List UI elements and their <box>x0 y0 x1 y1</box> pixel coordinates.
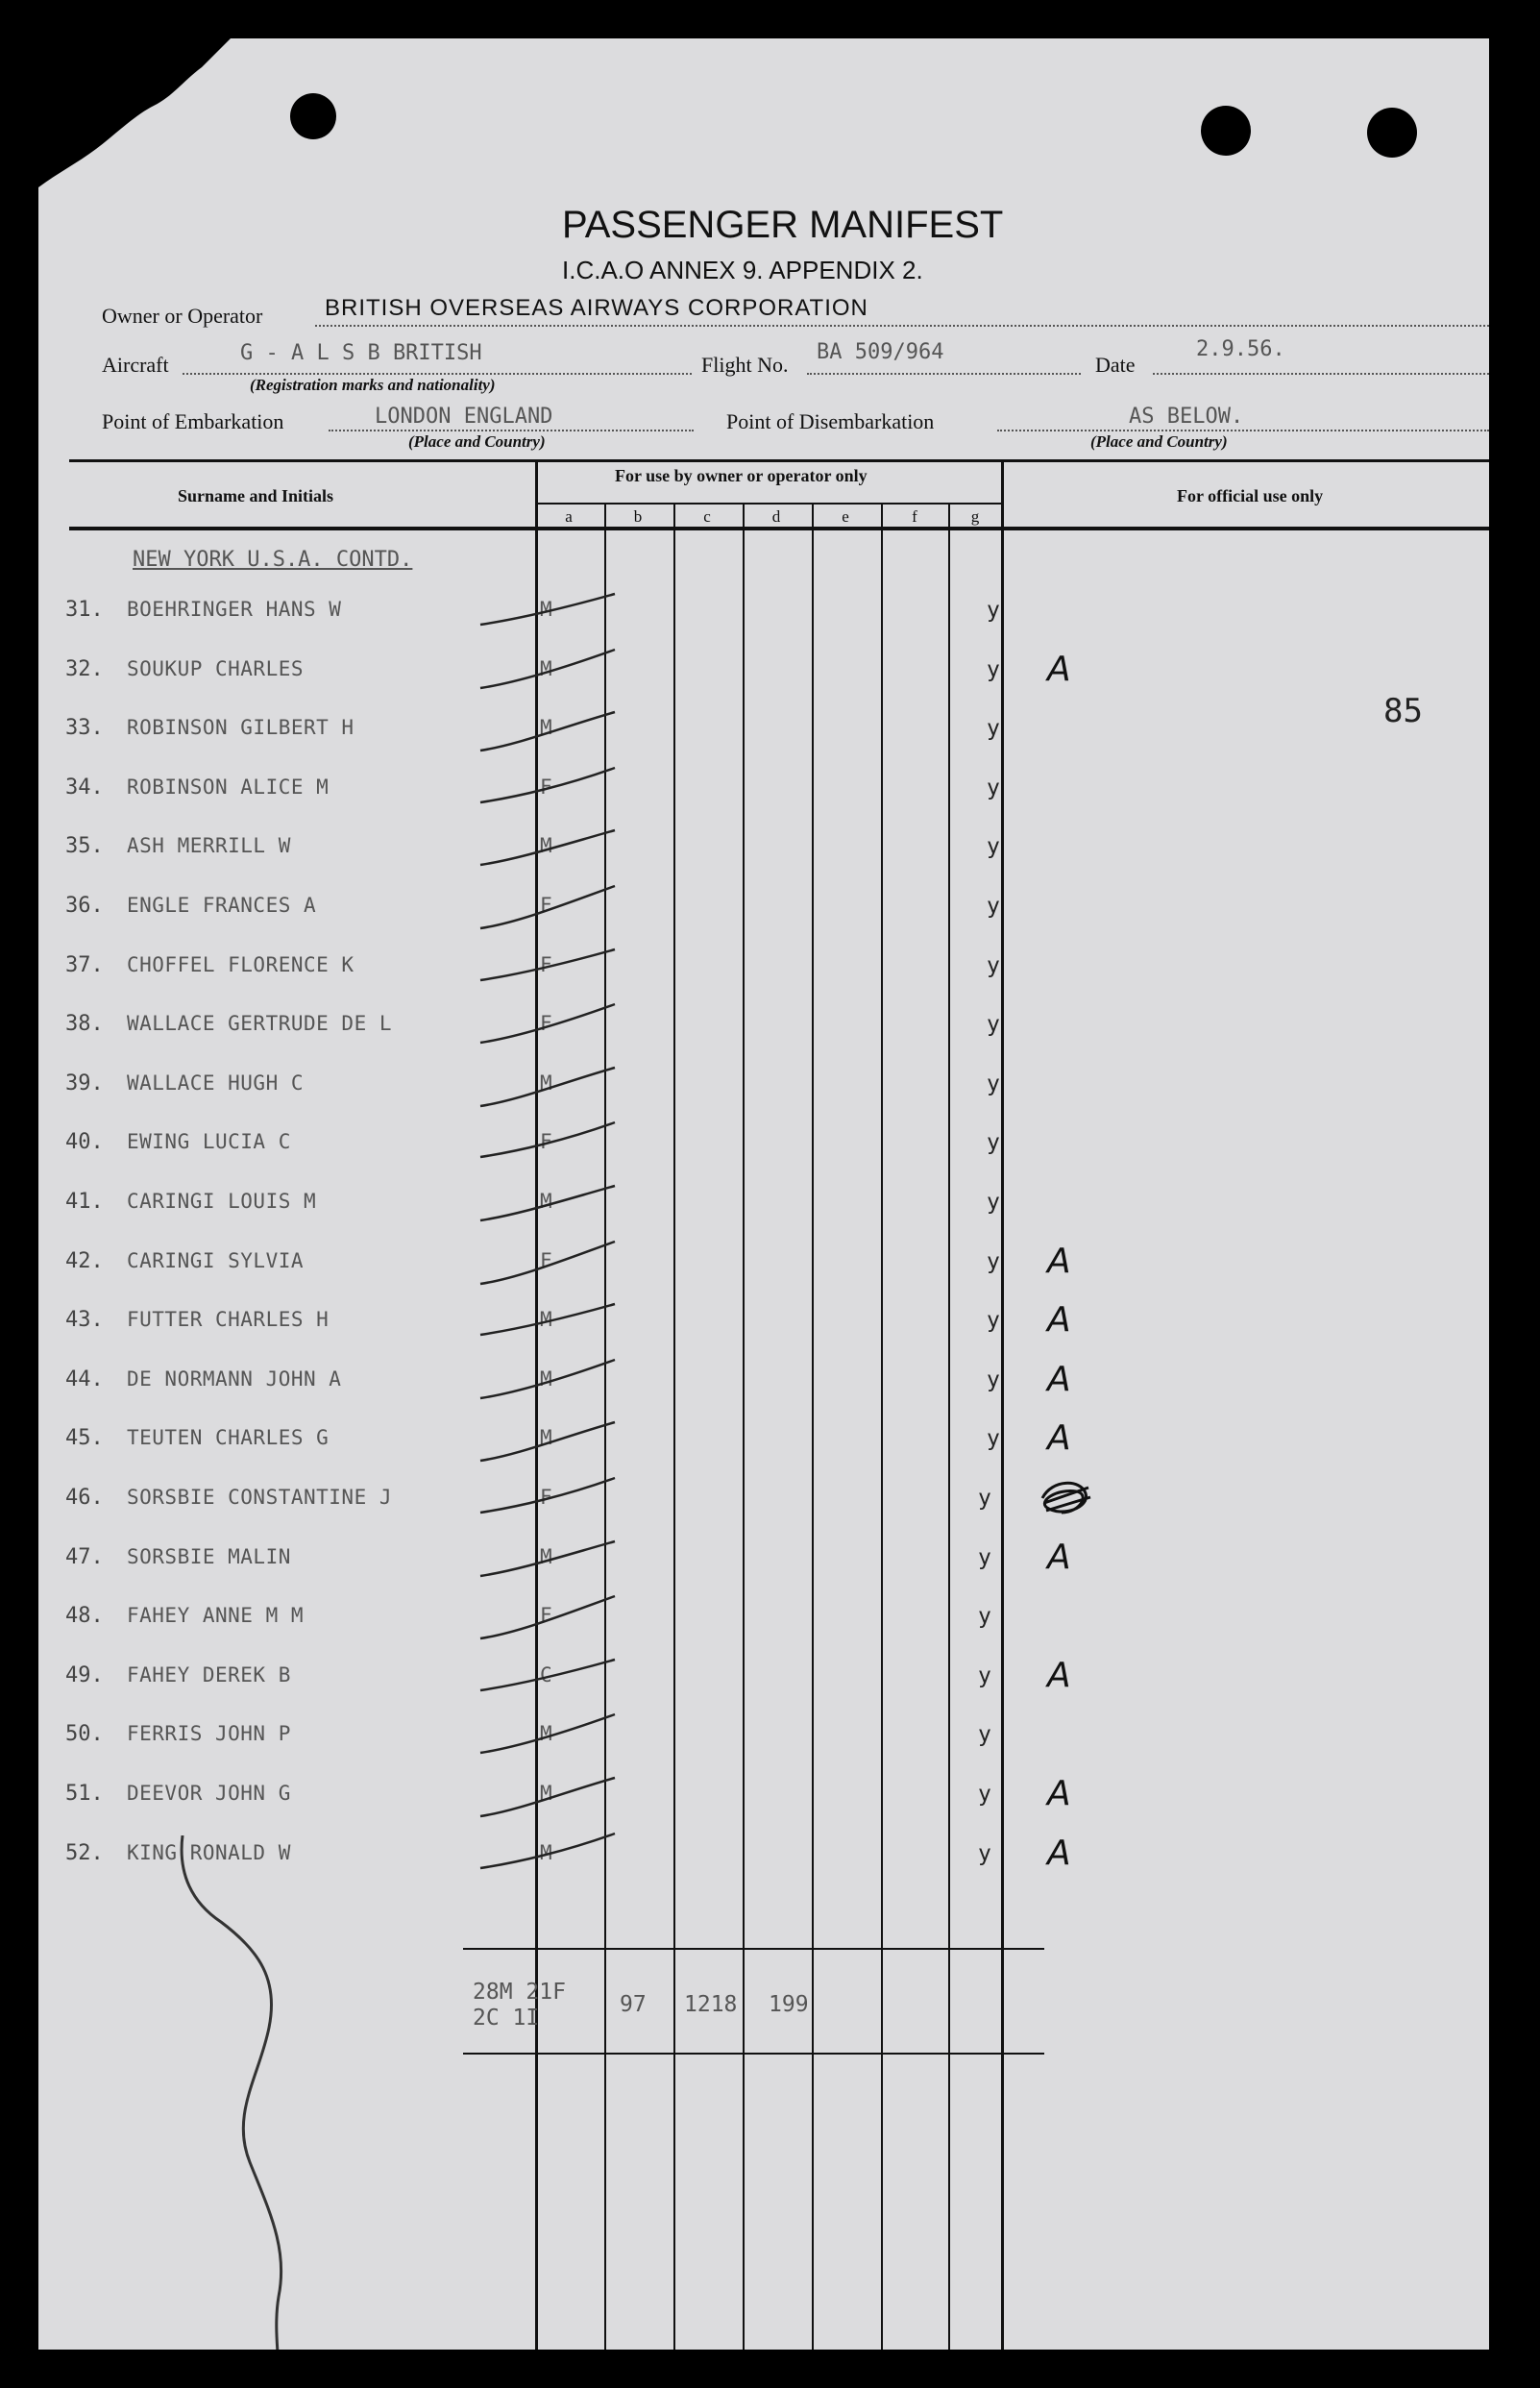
check-stroke <box>461 1528 653 1586</box>
check-stroke <box>461 1764 653 1822</box>
row-number: 52. <box>65 1840 104 1865</box>
row-number: 47. <box>65 1544 104 1569</box>
table-row <box>38 1130 1489 1169</box>
col-g-value: y <box>987 656 1000 682</box>
aircraft-value: G - A L S B BRITISH <box>240 341 482 365</box>
check-stroke <box>461 1468 653 1526</box>
owner-label: Owner or Operator <box>102 304 263 328</box>
check-stroke <box>461 1409 653 1466</box>
check-stroke <box>461 580 653 638</box>
check-stroke <box>461 1113 653 1170</box>
passenger-name: WALLACE HUGH C <box>127 1071 305 1095</box>
passenger-name: DEEVOR JOHN G <box>127 1782 291 1805</box>
passenger-sex: M <box>540 656 552 680</box>
flight-label: Flight No. <box>701 353 789 377</box>
col-g-value: y <box>987 952 1000 978</box>
table-row <box>38 1722 1489 1760</box>
official-mark: A <box>1047 1418 1071 1459</box>
passenger-name: ROBINSON ALICE M <box>127 775 330 799</box>
owner-value: BRITISH OVERSEAS AIRWAYS CORPORATION <box>325 295 868 321</box>
passenger-name: WALLACE GERTRUDE DE L <box>127 1012 393 1036</box>
table-row <box>38 649 1489 696</box>
col-letter-b: b <box>633 507 643 526</box>
col-g-value: y <box>987 1190 1000 1215</box>
punch-hole-left <box>290 93 336 139</box>
col-letter-d: d <box>771 507 781 526</box>
col-g-value: y <box>987 716 1000 742</box>
passenger-name: SOUKUP CHARLES <box>127 656 305 680</box>
table-row <box>38 1359 1489 1406</box>
col-g-value: y <box>978 1722 991 1748</box>
flight-value: BA 509/964 <box>817 340 944 364</box>
col-letter-c: c <box>703 507 711 526</box>
row-number: 43. <box>65 1308 104 1333</box>
row-number: 41. <box>65 1190 104 1214</box>
check-stroke <box>461 1350 653 1408</box>
aircraft-line <box>183 373 692 375</box>
section-heading: NEW YORK U.S.A. CONTD. <box>133 548 413 572</box>
table-row <box>38 953 1489 992</box>
passenger-sex: F <box>540 775 552 799</box>
row-number: 34. <box>65 775 104 800</box>
passenger-name: FAHEY DEREK B <box>127 1662 291 1686</box>
col-g-value: y <box>987 1248 1000 1274</box>
row-number: 48. <box>65 1604 104 1629</box>
passenger-sex: F <box>540 894 552 917</box>
punch-hole-right-1 <box>1201 106 1251 156</box>
official-mark: A <box>1047 1359 1071 1399</box>
row-number: 49. <box>65 1662 104 1687</box>
col-owner-use-header: For use by owner or operator only <box>615 466 868 485</box>
table-row <box>38 1418 1489 1465</box>
official-mark: A <box>1047 1774 1071 1813</box>
col-letter-g: g <box>970 507 980 526</box>
col-g-value: y <box>987 1426 1000 1452</box>
official-mark: A <box>1047 1241 1071 1281</box>
scribble-mark <box>1033 1474 1100 1522</box>
passenger-sex: F <box>540 1248 552 1272</box>
table-row <box>38 598 1489 636</box>
passenger-sex: C <box>540 1662 552 1686</box>
col-g-value: y <box>987 1071 1000 1096</box>
embarkation-value: LONDON ENGLAND <box>375 405 553 429</box>
aircraft-note: (Registration marks and nationality) <box>250 376 496 394</box>
row-number: 45. <box>65 1426 104 1451</box>
punch-hole-right-2 <box>1367 108 1417 158</box>
table-row <box>38 1774 1489 1820</box>
passenger-sex: F <box>540 1012 552 1036</box>
row-number: 38. <box>65 1012 104 1037</box>
col-surname-header: Surname and Initials <box>178 486 334 505</box>
passenger-name: FERRIS JOHN P <box>127 1722 291 1746</box>
col-g-value: y <box>978 1662 991 1688</box>
table-row <box>38 1012 1489 1050</box>
embarkation-note: (Place and Country) <box>408 432 546 451</box>
passenger-sex: F <box>540 1604 552 1628</box>
passenger-name: EWING LUCIA C <box>127 1130 291 1154</box>
disembarkation-note: (Place and Country) <box>1090 432 1228 451</box>
check-stroke <box>461 640 653 698</box>
official-number: 85 <box>1383 692 1423 730</box>
row-number: 44. <box>65 1366 104 1391</box>
col-letter-a: a <box>565 507 573 526</box>
passenger-sex: F <box>540 952 552 976</box>
check-stroke <box>461 1824 653 1882</box>
passenger-sex: M <box>540 1071 552 1095</box>
passenger-name: FAHEY ANNE M M <box>127 1604 305 1628</box>
row-number: 50. <box>65 1722 104 1747</box>
check-stroke <box>461 1587 653 1644</box>
totals-a-line2: 2C 1I <box>473 2006 540 2031</box>
passenger-sex: F <box>540 1130 552 1154</box>
totals-b: 97 <box>620 1992 647 2017</box>
check-stroke <box>461 1172 653 1230</box>
check-stroke <box>461 995 653 1052</box>
passenger-sex: M <box>540 716 552 740</box>
official-mark: A <box>1047 1537 1071 1577</box>
totals-c: 1218 <box>684 1992 738 2017</box>
flight-line <box>807 373 1081 375</box>
passenger-name: BOEHRINGER HANS W <box>127 598 342 621</box>
passenger-name: TEUTEN CHARLES G <box>127 1426 330 1450</box>
official-mark: A <box>1047 649 1071 689</box>
date-value: 2.9.56. <box>1196 337 1285 361</box>
check-stroke <box>461 758 653 816</box>
passenger-sex: M <box>540 1544 552 1568</box>
disembarkation-value: AS BELOW. <box>1129 405 1244 429</box>
passenger-name: ENGLE FRANCES A <box>127 894 317 917</box>
torn-corner <box>38 38 231 202</box>
passenger-name: SORSBIE CONSTANTINE J <box>127 1486 393 1509</box>
check-stroke <box>461 699 653 756</box>
passenger-sex: M <box>540 1426 552 1450</box>
row-number: 33. <box>65 716 104 741</box>
check-stroke <box>461 1232 653 1290</box>
col-g-value: y <box>987 1366 1000 1392</box>
table-row <box>38 1300 1489 1346</box>
col-g-value: y <box>978 1486 991 1511</box>
table-top-rule <box>69 459 1489 462</box>
row-number: 35. <box>65 834 104 859</box>
check-stroke <box>461 1054 653 1112</box>
passenger-sex: M <box>540 1782 552 1805</box>
embarkation-label: Point of Embarkation <box>102 409 284 433</box>
pencil-squiggle <box>173 1835 365 2350</box>
check-stroke <box>461 936 653 994</box>
passenger-sex: M <box>540 1308 552 1332</box>
passenger-sex: M <box>540 1190 552 1213</box>
totals-top-rule <box>463 1948 1044 1950</box>
table-row <box>38 1241 1489 1288</box>
col-letter-e: e <box>842 507 849 526</box>
col-g-value: y <box>987 775 1000 800</box>
passenger-sex: M <box>540 834 552 858</box>
table-row <box>38 1655 1489 1702</box>
disembarkation-line <box>997 430 1489 431</box>
col-official-header: For official use only <box>1177 486 1324 505</box>
col-g-value: y <box>987 1130 1000 1156</box>
check-stroke <box>461 817 653 874</box>
check-stroke <box>461 1646 653 1704</box>
passenger-sex: M <box>540 1840 552 1864</box>
passenger-name: ROBINSON GILBERT H <box>127 716 354 740</box>
check-stroke <box>461 1705 653 1762</box>
date-line <box>1153 373 1489 375</box>
passenger-sex: M <box>540 1366 552 1391</box>
passenger-name: KING RONALD W <box>127 1840 291 1864</box>
page-subtitle: I.C.A.O ANNEX 9. APPENDIX 2. <box>562 256 923 284</box>
col-g-value: y <box>987 598 1000 623</box>
row-number: 51. <box>65 1782 104 1806</box>
check-stroke <box>461 1291 653 1348</box>
table-row <box>38 1071 1489 1110</box>
check-stroke <box>461 876 653 934</box>
passenger-name: CARINGI SYLVIA <box>127 1248 305 1272</box>
row-number: 31. <box>65 598 104 622</box>
col-g-value: y <box>978 1782 991 1807</box>
col-g-value: y <box>987 1012 1000 1038</box>
owner-line <box>315 325 1489 327</box>
table-row <box>38 834 1489 873</box>
row-number: 32. <box>65 656 104 681</box>
row-number: 39. <box>65 1071 104 1096</box>
disembarkation-label: Point of Disembarkation <box>726 409 935 433</box>
passenger-name: SORSBIE MALIN <box>127 1544 291 1568</box>
table-row <box>38 894 1489 932</box>
passenger-name: CHOFFEL FLORENCE K <box>127 952 354 976</box>
date-label: Date <box>1095 353 1136 377</box>
table-row <box>38 716 1489 754</box>
table-row <box>38 775 1489 814</box>
embarkation-line <box>329 430 694 431</box>
totals-bottom-rule <box>463 2053 1044 2055</box>
passenger-name: ASH MERRILL W <box>127 834 291 858</box>
passenger-name: FUTTER CHARLES H <box>127 1308 330 1332</box>
passenger-sex: M <box>540 1722 552 1746</box>
official-mark: A <box>1047 1655 1071 1695</box>
row-number: 36. <box>65 894 104 918</box>
col-letter-f: f <box>912 507 917 526</box>
passenger-sex: M <box>540 598 552 621</box>
table-row <box>38 1486 1489 1524</box>
passenger-name: DE NORMANN JOHN A <box>127 1366 342 1391</box>
col-g-value: y <box>978 1544 991 1570</box>
row-number: 46. <box>65 1486 104 1510</box>
row-number: 40. <box>65 1130 104 1155</box>
page-title: PASSENGER MANIFEST <box>562 204 1004 246</box>
col-g-value: y <box>987 1308 1000 1334</box>
col-g-value: y <box>978 1604 991 1630</box>
table-header-rule <box>69 527 1489 530</box>
table-row <box>38 1537 1489 1584</box>
manifest-sheet <box>38 38 1489 2350</box>
official-mark: A <box>1047 1300 1071 1341</box>
table-row <box>38 1604 1489 1642</box>
col-g-value: y <box>987 894 1000 919</box>
passenger-sex: F <box>540 1486 552 1509</box>
official-mark: A <box>1047 1833 1071 1873</box>
col-g-value: y <box>987 834 1000 860</box>
table-row <box>38 1190 1489 1228</box>
aircraft-label: Aircraft <box>102 353 169 377</box>
row-number: 37. <box>65 952 104 977</box>
totals-a-line1: 28M 21F <box>473 1980 566 2005</box>
col-g-value: y <box>978 1840 991 1866</box>
passenger-name: CARINGI LOUIS M <box>127 1190 317 1213</box>
row-number: 42. <box>65 1248 104 1273</box>
totals-d: 199 <box>769 1992 809 2017</box>
